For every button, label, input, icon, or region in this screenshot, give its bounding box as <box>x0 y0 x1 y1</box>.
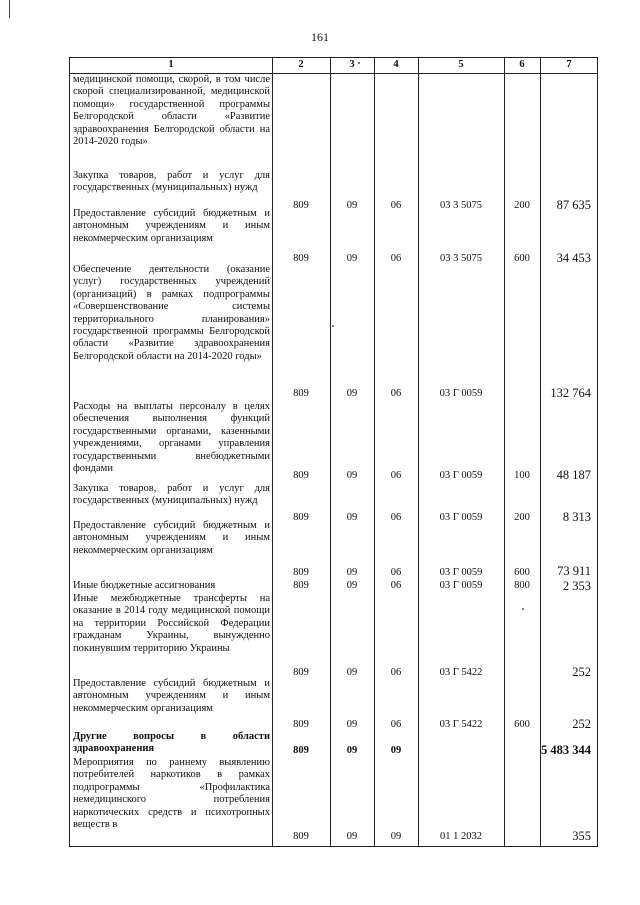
expense-type-code: 600 <box>514 719 530 730</box>
amount: 355 <box>572 829 591 843</box>
row-description: Предоставление субсидий бюджетным и автономным учреждениям и иным некоммерческим организациям <box>73 208 270 244</box>
subsection-code: 09 <box>390 831 402 842</box>
section-code: 09 <box>346 470 358 481</box>
admin-code: 809 <box>293 580 309 591</box>
scan-speck <box>522 608 524 610</box>
amount: 8 313 <box>562 510 591 524</box>
target-article-code: 01 1 2032 <box>440 831 482 842</box>
header-cell: 4 <box>393 59 399 70</box>
target-article-code: 03 Г 5422 <box>439 667 483 678</box>
row-description: Закупка товаров, работ и услуг для государственных (муниципальных) нужд <box>73 483 270 507</box>
section-code: 09 <box>346 200 358 211</box>
section-code: 09 <box>346 512 358 523</box>
row-description: Расходы на выплаты персоналу в целях обеспечения выполнения функций государственными органами, казенными учреждениями, органами управления государственными внебюджетными фондами <box>73 401 270 475</box>
admin-code: 809 <box>293 470 309 481</box>
row-description: Иные межбюджетные трансферты на оказание в 2014 году медицинской помощи на территории Российской Федерации гражданам Украины, вынужденно покинувшим территорию Украины <box>73 593 270 654</box>
subsection-code: 06 <box>390 512 402 523</box>
subsection-code: 06 <box>390 719 402 730</box>
admin-code: 809 <box>293 512 309 523</box>
row-description: Мероприятия по раннему выявлению потребителей наркотиков в рамках подпрограммы «Профилактика немедицинского потребления наркотических средств и психотропных веществ в <box>73 757 270 831</box>
admin-code: 809 <box>293 719 309 730</box>
column-divider <box>540 58 541 846</box>
expense-type-code: 800 <box>514 580 530 591</box>
target-article-code: 03 Г 0059 <box>439 567 483 578</box>
target-article-code: 03 3 5075 <box>440 253 482 264</box>
target-article-code: 03 Г 5422 <box>439 719 483 730</box>
amount: 132 764 <box>550 386 591 400</box>
expense-type-code: 600 <box>514 253 530 264</box>
subsection-code: 06 <box>390 567 402 578</box>
amount: 2 353 <box>562 579 591 593</box>
subsection-code: 06 <box>390 667 402 678</box>
row-description: Предоставление субсидий бюджетным и автономным учреждениям и иным некоммерческим организациям <box>73 678 270 714</box>
subsection-code: 06 <box>390 253 402 264</box>
page-number: 161 <box>311 30 329 44</box>
amount: 5 483 344 <box>541 743 591 757</box>
target-article-code: 03 Г 0059 <box>439 470 483 481</box>
amount: 34 453 <box>556 251 591 265</box>
header-cell: 3 <box>349 59 355 70</box>
expense-type-code: 200 <box>514 512 530 523</box>
scan-speck <box>332 325 334 327</box>
expense-type-code: 100 <box>514 470 530 481</box>
subsection-code: 06 <box>390 580 402 591</box>
section-code: 09 <box>346 567 358 578</box>
target-article-code: 03 Г 0059 <box>439 388 483 399</box>
amount: 87 635 <box>556 198 591 212</box>
target-article-code: 03 Г 0059 <box>439 580 483 591</box>
scan-speck <box>358 62 360 64</box>
header-cell: 7 <box>566 59 572 70</box>
header-cell: 6 <box>519 59 525 70</box>
admin-code: 809 <box>293 388 309 399</box>
admin-code: 809 <box>293 200 309 211</box>
amount: 252 <box>572 717 591 731</box>
expense-type-code: 600 <box>514 567 530 578</box>
subsection-code: 06 <box>390 200 402 211</box>
row-description: Другие вопросы в области здравоохранения <box>73 731 270 755</box>
section-code: 09 <box>346 253 358 264</box>
amount: 252 <box>572 665 591 679</box>
target-article-code: 03 Г 0059 <box>439 512 483 523</box>
admin-code: 809 <box>293 745 309 756</box>
row-description: медицинской помощи, скорой, в том числе скорой специализированной, медицинской помощи» государственной программы Белгородской области «Развитие здравоохранения Белгородской области на 2014-2020 годы» <box>73 74 270 148</box>
subsection-code: 06 <box>390 470 402 481</box>
row-description: Обеспечение деятельности (оказание услуг) государственных учреждений (организаций) в рамках подпрограммы «Совершенствование системы территориального планирования» государственной программы Белгородской области «Развитие здравоохранения Белгородской области на 2014-2020 годы» <box>73 264 270 362</box>
header-cell: 2 <box>298 59 304 70</box>
expense-type-code: 200 <box>514 200 530 211</box>
row-description: Закупка товаров, работ и услуг для государственных (муниципальных) нужд <box>73 170 270 194</box>
amount: 73 911 <box>557 564 591 578</box>
table-header <box>70 58 597 74</box>
scan-edge-mark <box>9 0 10 18</box>
subsection-code: 06 <box>390 388 402 399</box>
header-cell: 1 <box>168 59 174 70</box>
section-code: 09 <box>346 719 358 730</box>
row-description: Предоставление субсидий бюджетным и автономным учреждениям и иным некоммерческим организациям <box>73 520 270 556</box>
budget-table <box>69 57 598 847</box>
row-description: Иные бюджетные ассигнования <box>73 580 216 591</box>
section-code: 09 <box>346 831 358 842</box>
section-code: 09 <box>346 388 358 399</box>
subsection-code: 09 <box>390 745 402 756</box>
admin-code: 809 <box>293 567 309 578</box>
amount: 48 187 <box>556 468 591 482</box>
section-code: 09 <box>346 667 358 678</box>
section-code: 09 <box>346 580 358 591</box>
admin-code: 809 <box>293 253 309 264</box>
target-article-code: 03 3 5075 <box>440 200 482 211</box>
header-cell: 5 <box>458 59 464 70</box>
admin-code: 809 <box>293 667 309 678</box>
admin-code: 809 <box>293 831 309 842</box>
section-code: 09 <box>346 745 358 756</box>
